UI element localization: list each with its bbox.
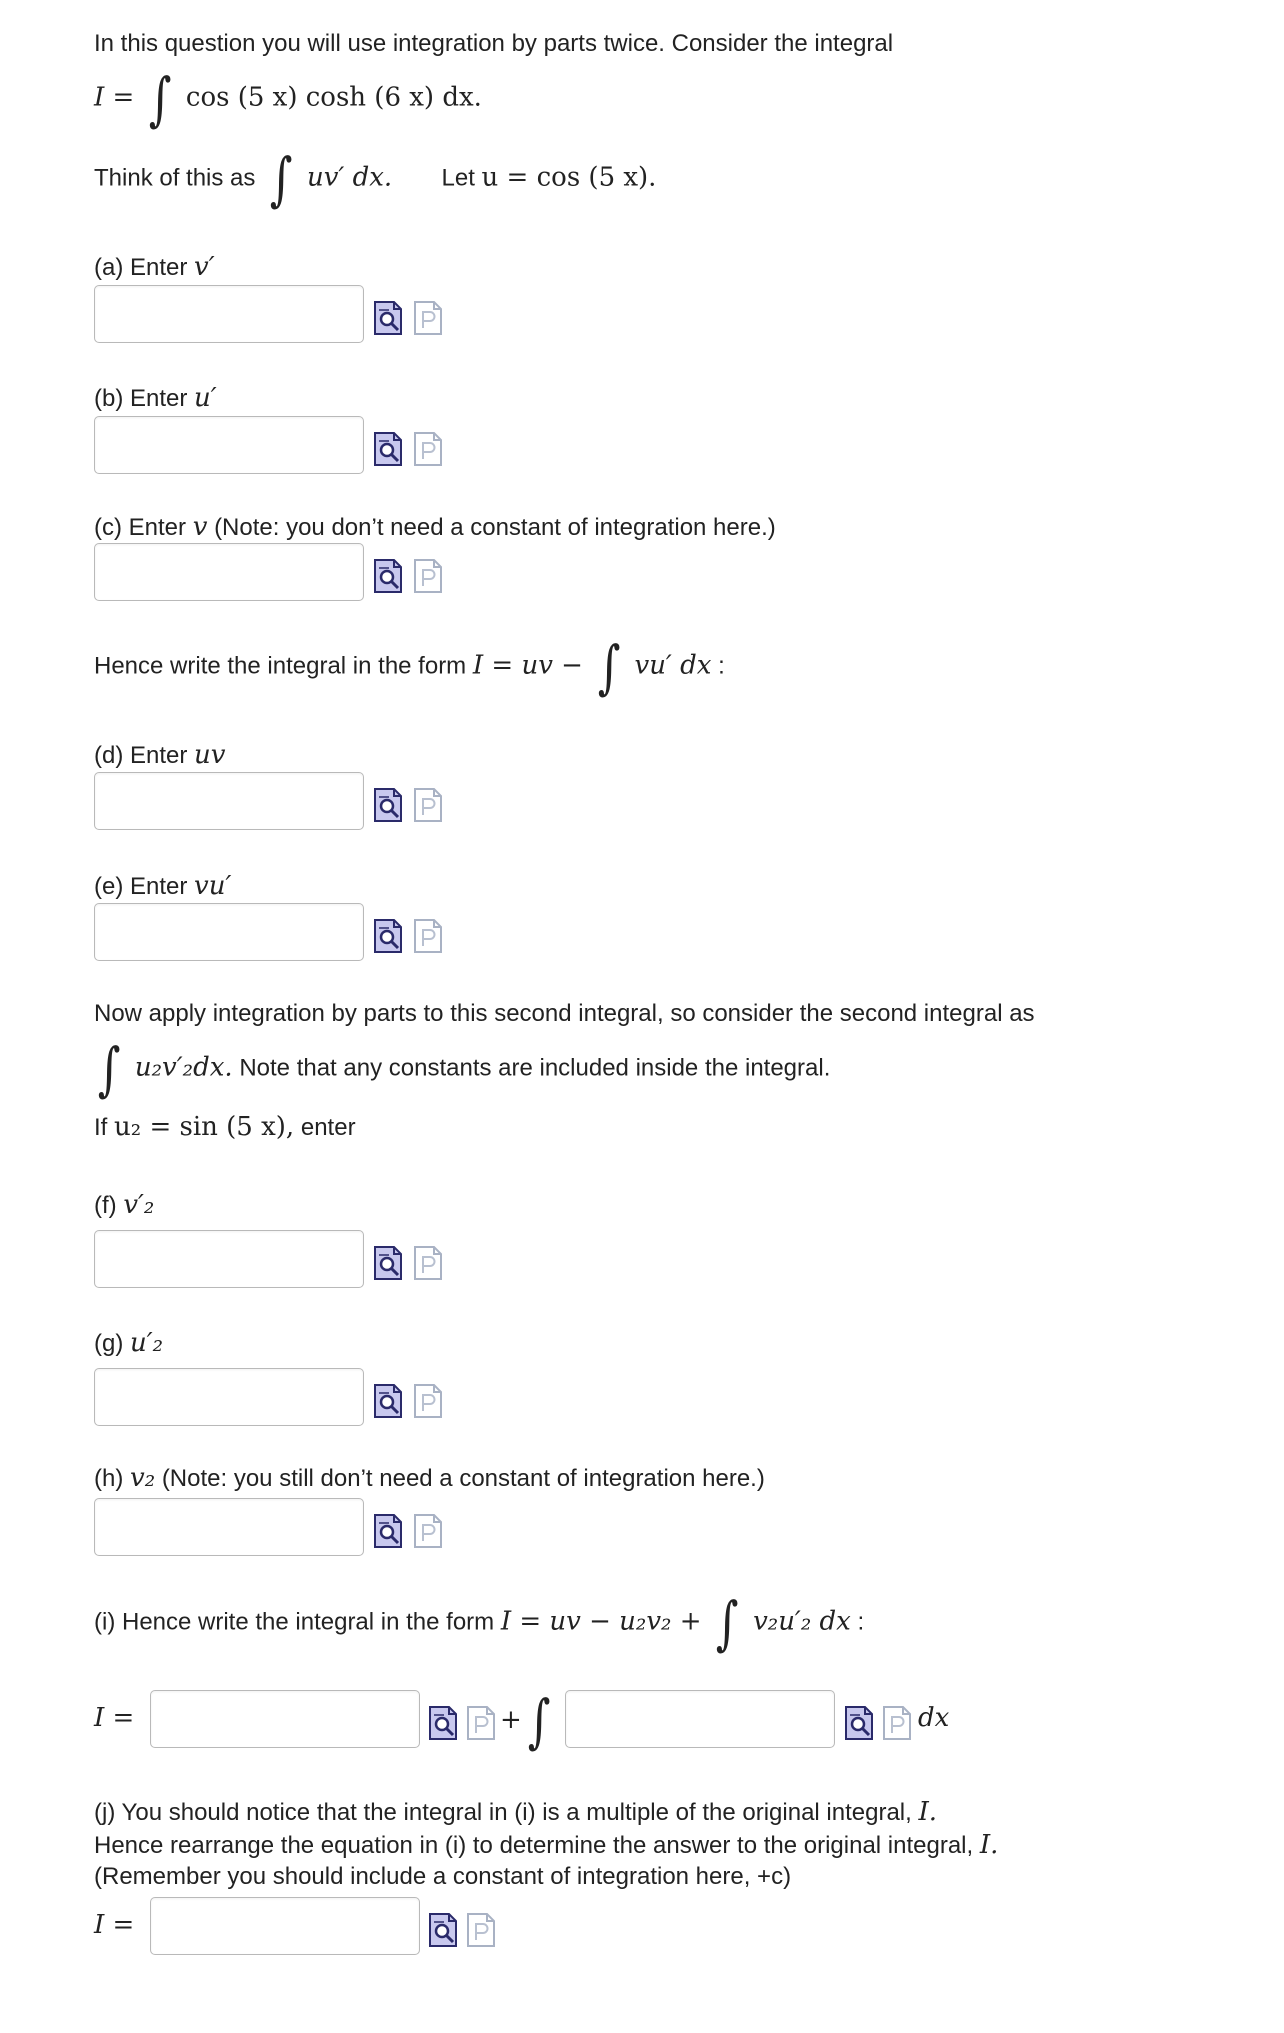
hence-math-rhs: vu′ dx	[634, 650, 712, 681]
preview-magnifier-icon[interactable]	[373, 919, 403, 953]
part-f-text: (f)	[94, 1192, 117, 1219]
part-f-label	[94, 1190, 154, 1221]
part-b-text: (b) Enter	[94, 385, 188, 412]
hence-line	[94, 633, 725, 702]
answer-input-c[interactable]	[94, 543, 364, 601]
part-j-text-2: Hence rearrange the equation in (i) to determine the answer to the original integral,	[94, 1832, 974, 1859]
part-e-text: (e) Enter	[94, 873, 188, 900]
preview-magnifier-icon[interactable]	[373, 1514, 403, 1548]
part-h-math: v₂	[130, 1463, 156, 1493]
part-i-text: (i) Hence write the integral in the form	[94, 1608, 495, 1636]
let-text: Let	[441, 164, 475, 192]
answer-input-b[interactable]	[94, 416, 364, 474]
part-i-math-lhs: I = uv − u₂v₂ +	[500, 1606, 702, 1637]
preview-magnifier-icon[interactable]	[428, 1706, 458, 1740]
integral-sign: ∫	[527, 1687, 551, 1755]
plus-sign: +	[500, 1705, 522, 1735]
part-e-math: vu′	[194, 871, 232, 901]
preview-magnifier-icon[interactable]	[373, 1246, 403, 1280]
help-page-icon[interactable]	[413, 919, 443, 953]
if-line	[94, 1112, 356, 1143]
if-text: If	[94, 1114, 108, 1141]
integral-sign: ∫	[148, 65, 172, 133]
now-line-2	[94, 1035, 831, 1104]
integral-sign: ∫	[597, 633, 621, 701]
help-page-icon[interactable]	[413, 1514, 443, 1548]
integral-lhs: I =	[94, 82, 135, 113]
part-h-note: (Note: you still don’t need a constant of integration here.)	[161, 1465, 765, 1492]
hence-text: Hence write the integral in the form	[94, 652, 467, 680]
answer-input-i-second[interactable]	[565, 1690, 835, 1748]
answer-input-d[interactable]	[94, 772, 364, 830]
part-i-line	[94, 1589, 865, 1658]
part-e-label	[94, 871, 231, 902]
part-a-math: v′	[194, 252, 215, 282]
part-c-note: (Note: you don’t need a constant of integration here.)	[214, 514, 776, 541]
part-j-line-2	[94, 1830, 998, 1861]
part-b-label	[94, 383, 217, 414]
now-text: Note that any constants are included inside the integral.	[239, 1054, 831, 1082]
part-f-math: v′₂	[123, 1190, 155, 1220]
part-i-math-rhs: v₂u′₂ dx	[753, 1606, 851, 1637]
part-h-label	[94, 1463, 765, 1494]
help-page-icon[interactable]	[466, 1706, 496, 1740]
part-a-text: (a) Enter	[94, 254, 188, 281]
think-line	[94, 145, 657, 214]
answer-input-h[interactable]	[94, 1498, 364, 1556]
preview-magnifier-icon[interactable]	[373, 1384, 403, 1418]
answer-input-e[interactable]	[94, 903, 364, 961]
preview-magnifier-icon[interactable]	[373, 432, 403, 466]
integral-sign: ∫	[269, 145, 293, 213]
part-d-math: uv	[194, 740, 226, 770]
hence-math-lhs: I = uv −	[472, 650, 583, 681]
think-prefix: Think of this as	[94, 164, 256, 192]
original-integral	[94, 65, 482, 134]
integrand: cos (5 x) cosh (6 x) dx.	[185, 82, 482, 113]
help-page-icon[interactable]	[413, 301, 443, 335]
part-g-text: (g)	[94, 1330, 124, 1357]
part-j-answer-lhs: I =	[94, 1910, 135, 1940]
now-line-1: Now apply integration by parts to this second integral, so consider the second integral as	[94, 1000, 1035, 1027]
answer-input-a[interactable]	[94, 285, 364, 343]
part-j-text-1: (j) You should notice that the integral in (i) is a multiple of the original integral,	[94, 1799, 912, 1826]
part-j-symbol-1: I.	[918, 1797, 938, 1827]
intro-text: In this question you will use integration by parts twice. Consider the integral	[94, 30, 894, 57]
integral-sign: ∫	[715, 1589, 739, 1657]
part-c-label	[94, 512, 776, 543]
part-j-symbol-2: I.	[979, 1830, 999, 1860]
dx-label: dx	[918, 1703, 950, 1733]
part-g-label	[94, 1328, 163, 1359]
part-a-label	[94, 252, 215, 283]
integral-sign: ∫	[97, 1035, 121, 1103]
enter-text: enter	[300, 1114, 356, 1141]
preview-magnifier-icon[interactable]	[373, 301, 403, 335]
help-page-icon[interactable]	[882, 1706, 912, 1740]
help-page-icon[interactable]	[413, 788, 443, 822]
answer-input-j[interactable]	[150, 1897, 420, 1955]
part-d-text: (d) Enter	[94, 742, 188, 769]
part-i-colon: :	[857, 1608, 865, 1636]
part-b-math: u′	[194, 383, 217, 413]
part-c-text: (c) Enter	[94, 514, 187, 541]
preview-magnifier-icon[interactable]	[844, 1706, 874, 1740]
let-expr: u = cos (5 x).	[481, 162, 657, 193]
part-c-math: v	[192, 512, 208, 542]
help-page-icon[interactable]	[413, 1246, 443, 1280]
preview-magnifier-icon[interactable]	[373, 788, 403, 822]
now-math: u₂v′₂dx.	[134, 1052, 233, 1083]
part-i-answer-lhs: I =	[94, 1703, 135, 1733]
preview-magnifier-icon[interactable]	[428, 1913, 458, 1947]
part-j-line-1	[94, 1797, 937, 1828]
help-page-icon[interactable]	[413, 1384, 443, 1418]
answer-input-g[interactable]	[94, 1368, 364, 1426]
hence-colon: :	[718, 652, 725, 680]
if-math: u₂ = sin (5 x),	[114, 1112, 295, 1142]
think-expr: uv′ dx.	[306, 162, 393, 193]
answer-input-f[interactable]	[94, 1230, 364, 1288]
help-page-icon[interactable]	[413, 559, 443, 593]
help-page-icon[interactable]	[466, 1913, 496, 1947]
part-j-line-3: (Remember you should include a constant of integration here, +c)	[94, 1863, 792, 1890]
part-h-text: (h)	[94, 1465, 124, 1492]
answer-input-i-first[interactable]	[150, 1690, 420, 1748]
help-page-icon[interactable]	[413, 432, 443, 466]
preview-magnifier-icon[interactable]	[373, 559, 403, 593]
part-g-math: u′₂	[130, 1328, 164, 1358]
part-d-label	[94, 740, 225, 771]
